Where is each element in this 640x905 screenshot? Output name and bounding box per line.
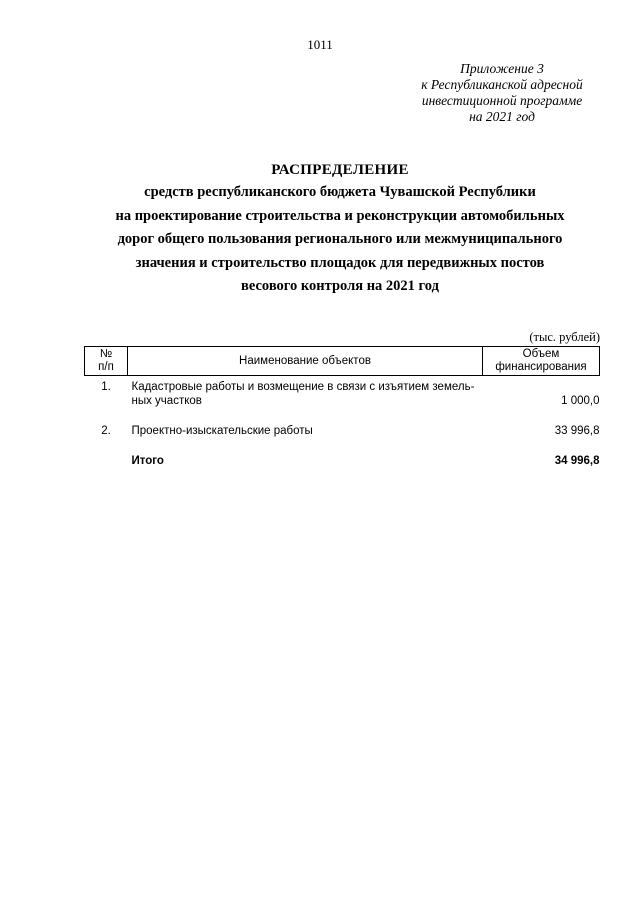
table-row bbox=[85, 420, 600, 438]
title-heading: РАСПРЕДЕЛЕНИЕ bbox=[271, 162, 409, 178]
total-label: Итого bbox=[131, 455, 164, 467]
header-number bbox=[85, 347, 128, 376]
header-amount bbox=[483, 347, 600, 376]
title-line: значения и строительство площадок для передвижных постов bbox=[135, 254, 545, 271]
total-amount: 34 996,8 bbox=[554, 455, 600, 467]
row-name-line: Кадастровые работы и возмещение в связи с изъятием земель- bbox=[131, 381, 475, 393]
allocation-table bbox=[84, 346, 600, 468]
appendix-line: на 2021 год bbox=[469, 109, 535, 124]
appendix-note bbox=[392, 61, 612, 125]
row-name: Проектно-изыскательские работы bbox=[131, 425, 313, 437]
row-name bbox=[128, 376, 483, 409]
table-row bbox=[85, 376, 600, 409]
row-number: 1. bbox=[101, 381, 111, 393]
units-label: (тыс. рублей) bbox=[529, 330, 600, 344]
title-line: дорог общего пользования регионального или межмуниципального bbox=[117, 231, 563, 247]
appendix-line: к Республиканской адресной bbox=[421, 77, 583, 92]
total-number bbox=[85, 450, 128, 468]
title-line: средств республиканского бюджета Чувашской Республики bbox=[144, 184, 536, 200]
appendix-line: инвестиционной программе bbox=[421, 93, 583, 108]
row-name-line: ных участков bbox=[131, 395, 202, 407]
header-name: Наименование объектов bbox=[128, 347, 483, 376]
appendix-line: Приложение 3 bbox=[460, 61, 544, 76]
title-line: весового контроля на 2021 год bbox=[241, 278, 439, 294]
row-amount: 33 996,8 bbox=[554, 425, 600, 437]
row-spacer bbox=[85, 408, 600, 420]
title-line: на проектирование строительства и реконструкции автомобильных bbox=[115, 207, 565, 224]
header-number-line2: п/п bbox=[98, 361, 114, 373]
header-amount-line1: Объем bbox=[522, 348, 560, 360]
header-number-line1: № bbox=[99, 348, 113, 360]
row-number: 2. bbox=[101, 425, 111, 437]
document-title bbox=[60, 159, 620, 299]
total-row bbox=[85, 450, 600, 468]
row-amount: 1 000,0 bbox=[561, 395, 600, 407]
table-header-row bbox=[85, 347, 600, 376]
row-spacer bbox=[85, 438, 600, 450]
header-amount-line2: финансирования bbox=[495, 361, 587, 373]
page-number: 1011 bbox=[307, 37, 333, 52]
